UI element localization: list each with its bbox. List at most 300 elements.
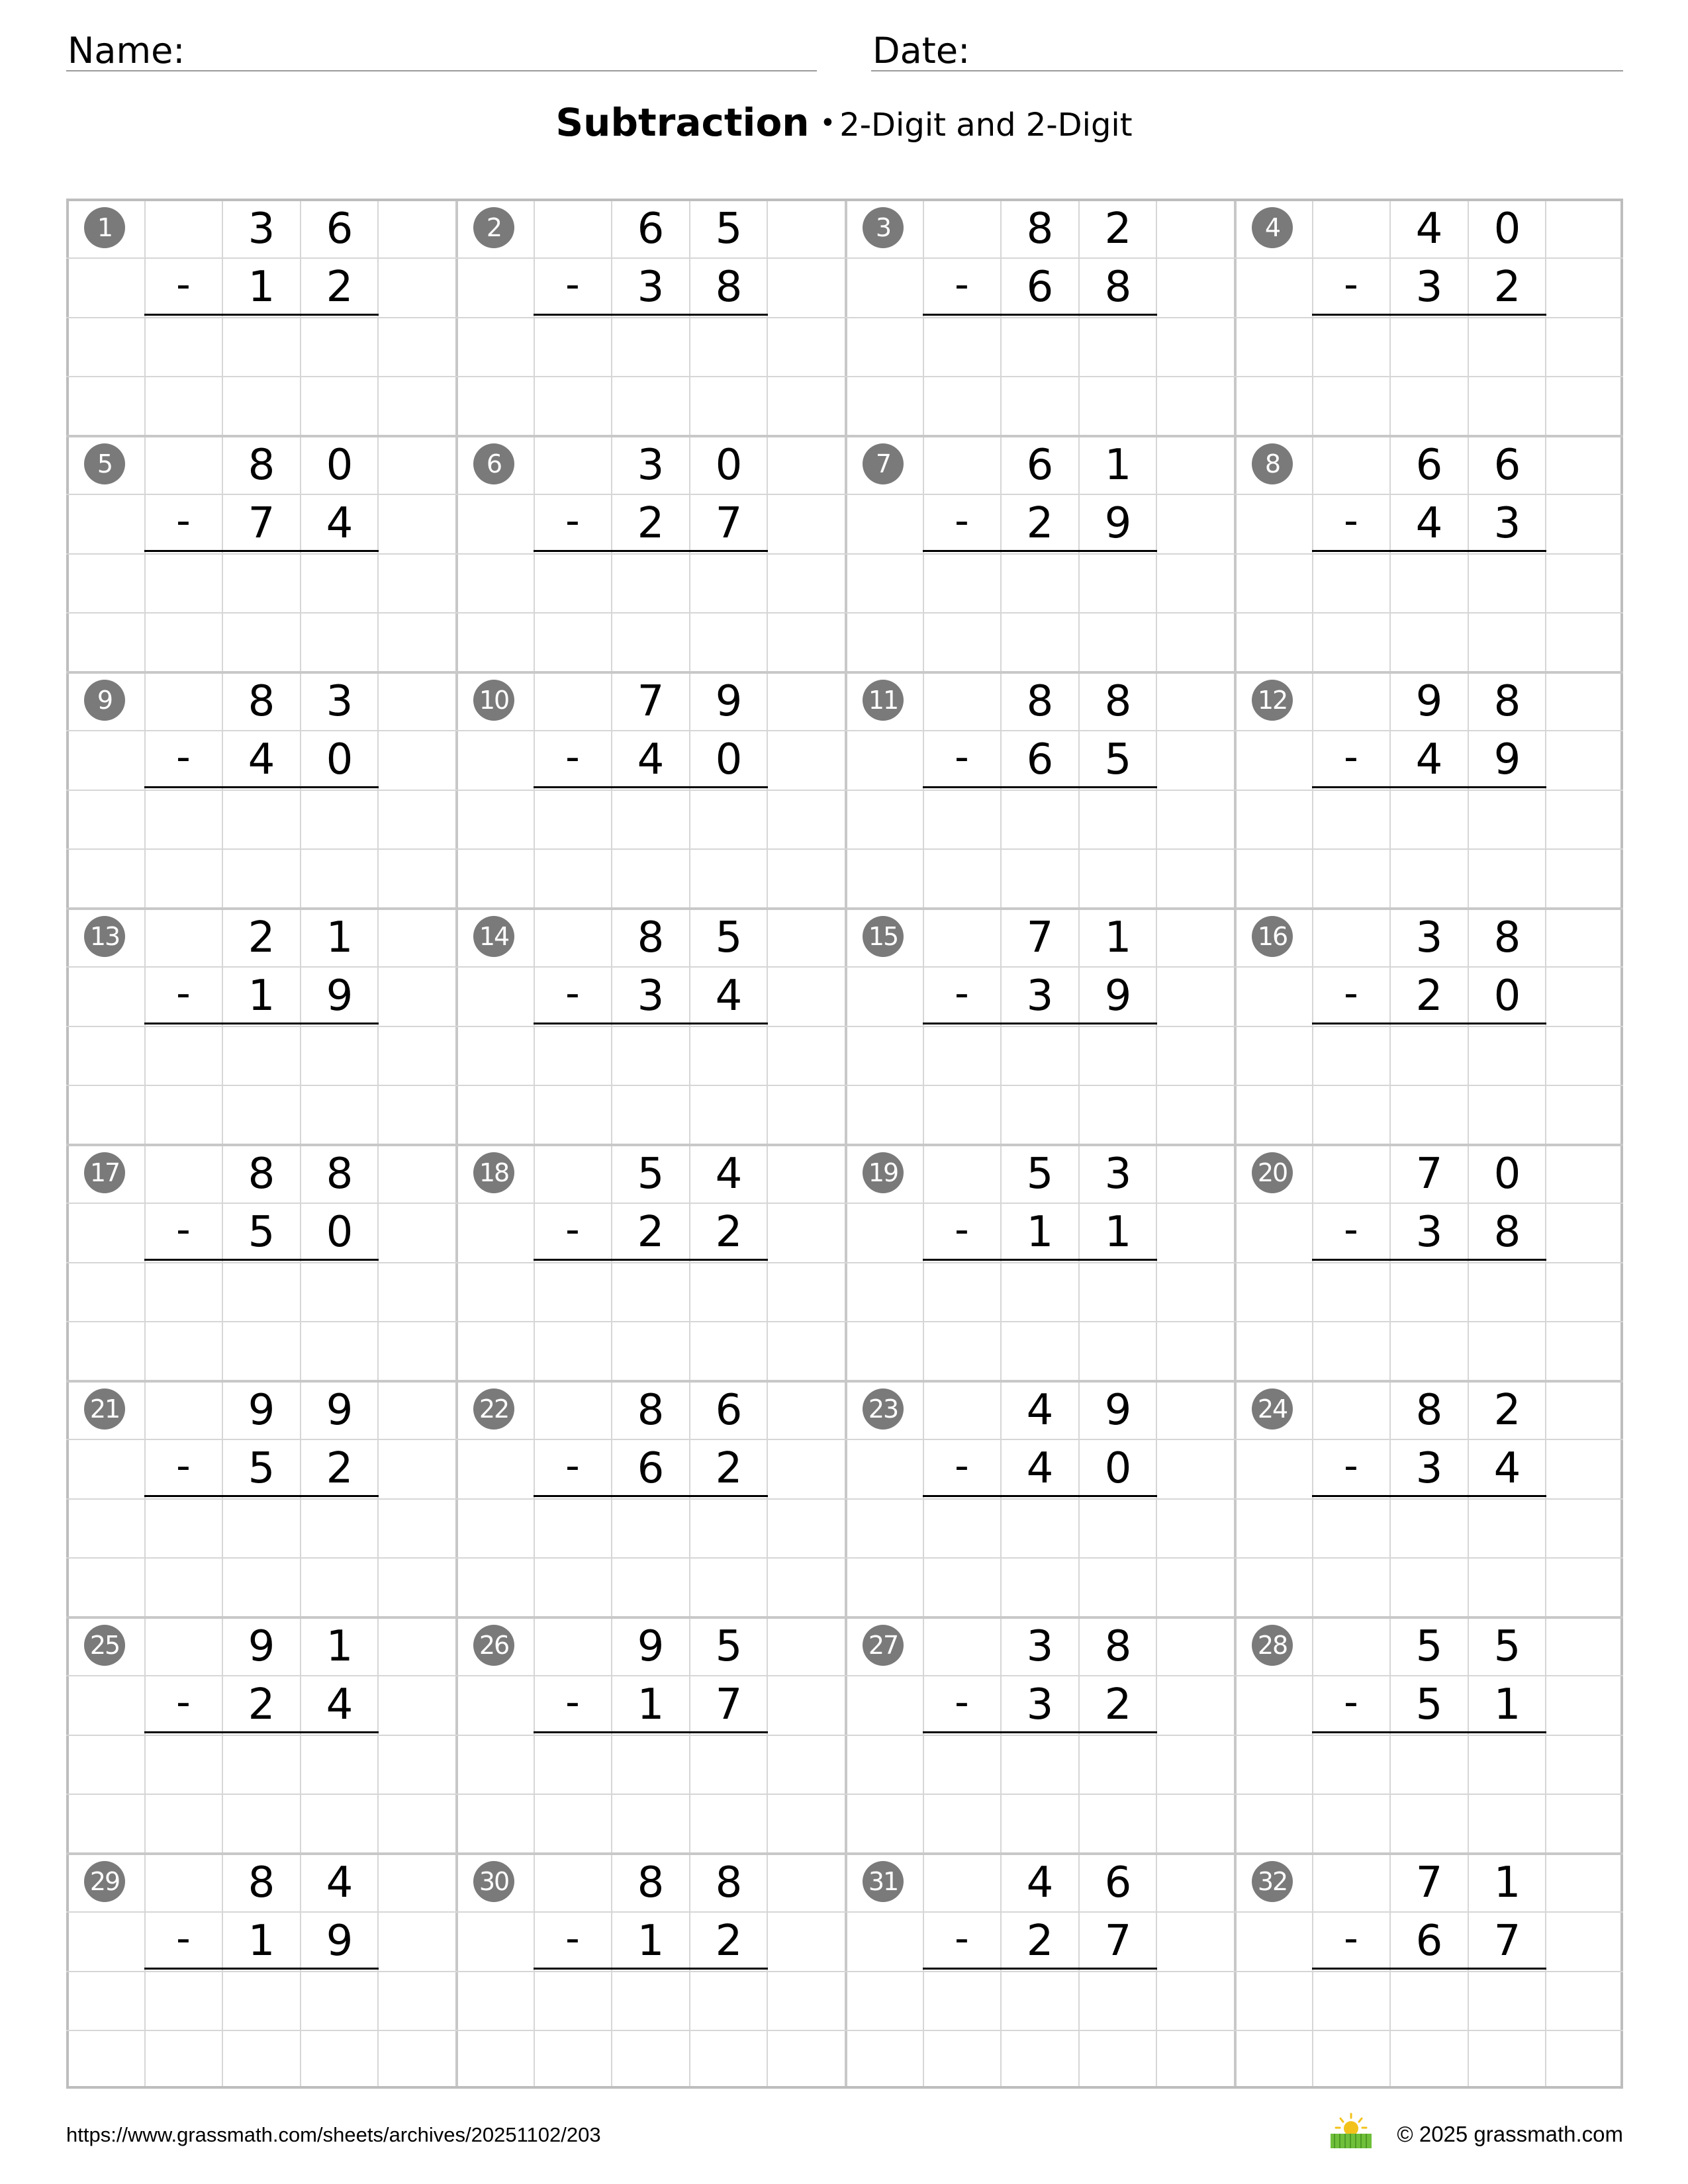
answer-area[interactable] bbox=[534, 1026, 768, 1139]
problem-number-badge: 29 bbox=[84, 1861, 125, 1902]
problem-item bbox=[1234, 907, 1623, 1144]
minus-sign: - bbox=[1344, 734, 1358, 780]
subtrahend-digit: 2 bbox=[637, 499, 665, 548]
problem-number-badge: 32 bbox=[1252, 1861, 1293, 1902]
subtrahend-digit: 9 bbox=[1493, 735, 1521, 784]
problem-number-badge: 9 bbox=[84, 680, 125, 721]
minuend-digit: 8 bbox=[1026, 677, 1054, 726]
answer-rule bbox=[144, 1968, 379, 1970]
subtrahend-digit: 3 bbox=[637, 972, 665, 1021]
subtrahend-digit: 9 bbox=[1104, 972, 1132, 1021]
minuend-digit: 9 bbox=[637, 1622, 665, 1671]
answer-area[interactable] bbox=[534, 1263, 768, 1375]
answer-area[interactable] bbox=[144, 1263, 379, 1375]
subtrahend-digit: 1 bbox=[248, 1917, 275, 1966]
problem-number-badge: 5 bbox=[84, 443, 125, 484]
problem-number-badge: 10 bbox=[473, 680, 514, 721]
minuend-digit: 5 bbox=[1415, 1622, 1443, 1671]
answer-area[interactable] bbox=[534, 554, 768, 666]
problem-item bbox=[66, 199, 455, 435]
minuend-digit: 5 bbox=[715, 205, 743, 253]
minus-sign: - bbox=[1344, 261, 1358, 308]
answer-area[interactable] bbox=[1312, 1263, 1546, 1375]
subtrahend-digit: 2 bbox=[326, 1444, 353, 1493]
minuend-digit: 5 bbox=[1026, 1150, 1054, 1199]
minuend-digit: 8 bbox=[1415, 1386, 1443, 1435]
problem-item bbox=[455, 907, 845, 1144]
problem-number-badge: 18 bbox=[473, 1152, 514, 1193]
answer-rule bbox=[1312, 786, 1546, 788]
minuend-digit: 5 bbox=[715, 913, 743, 962]
minus-sign: - bbox=[565, 734, 580, 780]
minuend-digit: 6 bbox=[1104, 1858, 1132, 1907]
problem-number-badge: 12 bbox=[1252, 680, 1293, 721]
subtrahend-digit: 3 bbox=[1493, 499, 1521, 548]
problem-item bbox=[845, 1380, 1234, 1616]
answer-rule bbox=[144, 1731, 379, 1733]
minuend-digit: 3 bbox=[1104, 1150, 1132, 1199]
minuend-digit: 6 bbox=[1493, 441, 1521, 490]
problem-number-badge: 17 bbox=[84, 1152, 125, 1193]
minuend-digit: 8 bbox=[637, 1858, 665, 1907]
answer-rule bbox=[1312, 1968, 1546, 1970]
subtrahend-digit: 4 bbox=[326, 499, 353, 548]
problem-number-badge: 14 bbox=[473, 916, 514, 957]
subtrahend-digit: 4 bbox=[1026, 1444, 1054, 1493]
minuend-digit: 4 bbox=[326, 1858, 353, 1907]
minuend-digit: 8 bbox=[248, 1150, 275, 1199]
minuend-digit: 9 bbox=[326, 1386, 353, 1435]
subtrahend-digit: 5 bbox=[1104, 735, 1132, 784]
minus-sign: - bbox=[565, 261, 580, 308]
answer-area[interactable] bbox=[1312, 318, 1546, 430]
problem-grid bbox=[66, 199, 1623, 2089]
minuend-digit: 3 bbox=[1026, 1622, 1054, 1671]
minuend-digit: 0 bbox=[326, 441, 353, 490]
subtrahend-digit: 4 bbox=[326, 1680, 353, 1729]
minuend-digit: 4 bbox=[715, 1150, 743, 1199]
subtrahend-digit: 1 bbox=[637, 1917, 665, 1966]
answer-rule bbox=[534, 786, 768, 788]
problem-number-badge: 13 bbox=[84, 916, 125, 957]
subtrahend-digit: 0 bbox=[326, 735, 353, 784]
minus-sign: - bbox=[565, 1679, 580, 1725]
minuend-digit: 1 bbox=[326, 1622, 353, 1671]
answer-area[interactable] bbox=[923, 1972, 1157, 2084]
subtrahend-digit: 5 bbox=[248, 1444, 275, 1493]
subtrahend-digit: 4 bbox=[1493, 1444, 1521, 1493]
problem-number-badge: 4 bbox=[1252, 207, 1293, 248]
answer-area[interactable] bbox=[534, 1972, 768, 2084]
problem-item bbox=[845, 671, 1234, 907]
problem-number-badge: 28 bbox=[1252, 1625, 1293, 1666]
subtrahend-digit: 2 bbox=[715, 1444, 743, 1493]
problem-number-badge: 7 bbox=[863, 443, 904, 484]
subtrahend-digit: 9 bbox=[326, 972, 353, 1021]
minuend-digit: 8 bbox=[1104, 1622, 1132, 1671]
subtrahend-digit: 4 bbox=[715, 972, 743, 1021]
subtrahend-digit: 6 bbox=[1415, 1917, 1443, 1966]
answer-area[interactable] bbox=[1312, 1735, 1546, 1848]
subtrahend-digit: 1 bbox=[248, 263, 275, 312]
minuend-digit: 8 bbox=[1493, 677, 1521, 726]
minus-sign: - bbox=[176, 1915, 191, 1962]
problem-item bbox=[455, 1852, 845, 2089]
subtrahend-digit: 4 bbox=[248, 735, 275, 784]
subtrahend-digit: 9 bbox=[1104, 499, 1132, 548]
answer-rule bbox=[144, 1495, 379, 1497]
problem-number-badge: 16 bbox=[1252, 916, 1293, 957]
answer-area[interactable] bbox=[923, 790, 1157, 903]
name-field[interactable] bbox=[66, 25, 817, 71]
problem-number-badge: 11 bbox=[863, 680, 904, 721]
answer-area[interactable] bbox=[923, 1026, 1157, 1139]
minuend-digit: 6 bbox=[326, 205, 353, 253]
minuend-digit: 3 bbox=[1415, 913, 1443, 962]
subtrahend-digit: 1 bbox=[1104, 1208, 1132, 1257]
problem-item bbox=[1234, 1616, 1623, 1852]
problem-number-badge: 24 bbox=[1252, 1388, 1293, 1430]
answer-area[interactable] bbox=[144, 790, 379, 903]
title-separator: • bbox=[820, 108, 836, 138]
subtrahend-digit: 3 bbox=[1415, 1444, 1443, 1493]
problem-number-badge: 19 bbox=[863, 1152, 904, 1193]
problem-number-badge: 15 bbox=[863, 916, 904, 957]
problem-item bbox=[1234, 671, 1623, 907]
minuend-digit: 8 bbox=[1026, 205, 1054, 253]
minuend-digit: 1 bbox=[1104, 441, 1132, 490]
answer-area[interactable] bbox=[923, 1499, 1157, 1612]
subtrahend-digit: 2 bbox=[1026, 499, 1054, 548]
minuend-digit: 3 bbox=[637, 441, 665, 490]
minus-sign: - bbox=[176, 734, 191, 780]
answer-rule bbox=[1312, 1731, 1546, 1733]
minuend-digit: 0 bbox=[715, 441, 743, 490]
problem-number-badge: 26 bbox=[473, 1625, 514, 1666]
answer-rule bbox=[144, 786, 379, 788]
subtrahend-digit: 2 bbox=[715, 1917, 743, 1966]
minuend-digit: 8 bbox=[1104, 677, 1132, 726]
minuend-digit: 8 bbox=[637, 913, 665, 962]
minus-sign: - bbox=[1344, 1915, 1358, 1962]
minuend-digit: 8 bbox=[1493, 913, 1521, 962]
subtrahend-digit: 7 bbox=[715, 499, 743, 548]
subtrahend-digit: 2 bbox=[326, 263, 353, 312]
problem-item bbox=[455, 1380, 845, 1616]
problem-item bbox=[1234, 1852, 1623, 2089]
problem-number-badge: 27 bbox=[863, 1625, 904, 1666]
problem-item bbox=[1234, 435, 1623, 671]
minus-sign: - bbox=[176, 1679, 191, 1725]
minuend-digit: 7 bbox=[637, 677, 665, 726]
subtrahend-digit: 8 bbox=[1104, 263, 1132, 312]
subtrahend-digit: 2 bbox=[1104, 1680, 1132, 1729]
answer-rule bbox=[534, 1968, 768, 1970]
minuend-digit: 5 bbox=[715, 1622, 743, 1671]
problem-number-badge: 3 bbox=[863, 207, 904, 248]
answer-area[interactable] bbox=[534, 790, 768, 903]
answer-area[interactable] bbox=[923, 554, 1157, 666]
footer-url: https://www.grassmath.com/sheets/archives/20251102/203 bbox=[66, 2123, 601, 2146]
answer-rule bbox=[534, 1731, 768, 1733]
answer-area[interactable] bbox=[1312, 1499, 1546, 1612]
minus-sign: - bbox=[176, 498, 191, 544]
minuend-digit: 6 bbox=[1415, 441, 1443, 490]
minus-sign: - bbox=[955, 734, 969, 780]
subtrahend-digit: 8 bbox=[1493, 1208, 1521, 1257]
subtrahend-digit: 3 bbox=[1415, 263, 1443, 312]
problem-item bbox=[455, 1616, 845, 1852]
minus-sign: - bbox=[955, 498, 969, 544]
answer-area[interactable] bbox=[144, 1972, 379, 2084]
minus-sign: - bbox=[176, 1443, 191, 1489]
subtrahend-digit: 3 bbox=[1415, 1208, 1443, 1257]
subtrahend-digit: 7 bbox=[1493, 1917, 1521, 1966]
minuend-digit: 6 bbox=[637, 205, 665, 253]
minuend-digit: 5 bbox=[637, 1150, 665, 1199]
minuend-digit: 4 bbox=[1026, 1858, 1054, 1907]
subtrahend-digit: 4 bbox=[637, 735, 665, 784]
minus-sign: - bbox=[955, 261, 969, 308]
minuend-digit: 8 bbox=[248, 677, 275, 726]
minus-sign: - bbox=[1344, 1443, 1358, 1489]
minus-sign: - bbox=[565, 1443, 580, 1489]
problem-item bbox=[66, 435, 455, 671]
answer-rule bbox=[534, 1259, 768, 1261]
answer-area[interactable] bbox=[1312, 1972, 1546, 2084]
answer-rule bbox=[923, 1968, 1157, 1970]
minuend-digit: 2 bbox=[1493, 1386, 1521, 1435]
minuend-digit: 7 bbox=[1026, 913, 1054, 962]
answer-rule bbox=[1312, 550, 1546, 552]
subtrahend-digit: 5 bbox=[248, 1208, 275, 1257]
answer-rule bbox=[1312, 1023, 1546, 1024]
subtrahend-digit: 0 bbox=[715, 735, 743, 784]
problem-number-badge: 2 bbox=[473, 207, 514, 248]
minuend-digit: 3 bbox=[248, 205, 275, 253]
problem-item bbox=[66, 671, 455, 907]
answer-rule bbox=[923, 786, 1157, 788]
problem-item bbox=[66, 1616, 455, 1852]
minuend-digit: 2 bbox=[248, 913, 275, 962]
minus-sign: - bbox=[1344, 498, 1358, 544]
problem-item bbox=[1234, 199, 1623, 435]
minuend-digit: 1 bbox=[1493, 1858, 1521, 1907]
minuend-digit: 0 bbox=[1493, 205, 1521, 253]
title-subtitle: 2-Digit and 2-Digit bbox=[839, 107, 1133, 144]
answer-rule bbox=[1312, 1495, 1546, 1497]
minuend-digit: 8 bbox=[637, 1386, 665, 1435]
subtrahend-digit: 1 bbox=[1026, 1208, 1054, 1257]
problem-item bbox=[66, 1852, 455, 2089]
title-main: Subtraction bbox=[555, 100, 810, 145]
problem-number-badge: 30 bbox=[473, 1861, 514, 1902]
minuend-digit: 6 bbox=[1026, 441, 1054, 490]
minuend-digit: 8 bbox=[326, 1150, 353, 1199]
grass-sun-logo-icon bbox=[1328, 2111, 1374, 2150]
minuend-digit: 7 bbox=[1415, 1858, 1443, 1907]
minuend-digit: 5 bbox=[1493, 1622, 1521, 1671]
problem-item bbox=[845, 435, 1234, 671]
minuend-digit: 7 bbox=[1415, 1150, 1443, 1199]
answer-rule bbox=[923, 314, 1157, 316]
minuend-digit: 0 bbox=[1493, 1150, 1521, 1199]
problem-item bbox=[455, 435, 845, 671]
answer-area[interactable] bbox=[144, 554, 379, 666]
subtrahend-digit: 3 bbox=[637, 263, 665, 312]
minuend-digit: 6 bbox=[715, 1386, 743, 1435]
problem-item bbox=[455, 671, 845, 907]
problem-number-badge: 31 bbox=[863, 1861, 904, 1902]
answer-rule bbox=[144, 1259, 379, 1261]
minus-sign: - bbox=[565, 498, 580, 544]
subtrahend-digit: 2 bbox=[1026, 1917, 1054, 1966]
problem-item bbox=[66, 1380, 455, 1616]
subtrahend-digit: 6 bbox=[1026, 735, 1054, 784]
problem-number-badge: 8 bbox=[1252, 443, 1293, 484]
subtrahend-digit: 1 bbox=[1493, 1680, 1521, 1729]
minus-sign: - bbox=[955, 1915, 969, 1962]
minus-sign: - bbox=[955, 970, 969, 1017]
subtrahend-digit: 2 bbox=[1415, 972, 1443, 1021]
minuend-digit: 2 bbox=[1104, 205, 1132, 253]
subtrahend-digit: 0 bbox=[1104, 1444, 1132, 1493]
subtrahend-digit: 7 bbox=[248, 499, 275, 548]
subtrahend-digit: 8 bbox=[715, 263, 743, 312]
answer-area[interactable] bbox=[144, 1735, 379, 1848]
answer-rule bbox=[144, 314, 379, 316]
subtrahend-digit: 2 bbox=[1493, 263, 1521, 312]
problem-item bbox=[845, 907, 1234, 1144]
answer-rule bbox=[534, 550, 768, 552]
problem-item bbox=[66, 907, 455, 1144]
problem-item bbox=[845, 199, 1234, 435]
minus-sign: - bbox=[176, 261, 191, 308]
answer-area[interactable] bbox=[1312, 554, 1546, 666]
subtrahend-digit: 1 bbox=[637, 1680, 665, 1729]
minuend-digit: 8 bbox=[248, 441, 275, 490]
date-field[interactable] bbox=[871, 25, 1623, 71]
problem-item bbox=[845, 1144, 1234, 1380]
subtrahend-digit: 3 bbox=[1026, 972, 1054, 1021]
minuend-digit: 3 bbox=[326, 677, 353, 726]
minuend-digit: 9 bbox=[1104, 1386, 1132, 1435]
minus-sign: - bbox=[955, 1443, 969, 1489]
minus-sign: - bbox=[1344, 1679, 1358, 1725]
answer-area[interactable] bbox=[534, 1499, 768, 1612]
problem-number-badge: 21 bbox=[84, 1388, 125, 1430]
problem-item bbox=[845, 1852, 1234, 2089]
problem-number-badge: 1 bbox=[84, 207, 125, 248]
minus-sign: - bbox=[955, 1679, 969, 1725]
answer-area[interactable] bbox=[534, 318, 768, 430]
answer-rule bbox=[534, 314, 768, 316]
name-label: Name: bbox=[68, 30, 185, 71]
minus-sign: - bbox=[176, 970, 191, 1017]
minuend-digit: 9 bbox=[248, 1622, 275, 1671]
minus-sign: - bbox=[176, 1206, 191, 1253]
subtrahend-digit: 6 bbox=[1026, 263, 1054, 312]
answer-rule bbox=[534, 1023, 768, 1024]
answer-rule bbox=[144, 1023, 379, 1024]
problem-number-badge: 23 bbox=[863, 1388, 904, 1430]
worksheet-title bbox=[0, 100, 1688, 145]
date-label: Date: bbox=[872, 30, 970, 71]
answer-area[interactable] bbox=[144, 318, 379, 430]
minus-sign: - bbox=[1344, 970, 1358, 1017]
minuend-digit: 8 bbox=[715, 1858, 743, 1907]
minus-sign: - bbox=[565, 1206, 580, 1253]
subtrahend-digit: 0 bbox=[1493, 972, 1521, 1021]
subtrahend-digit: 4 bbox=[1415, 499, 1443, 548]
subtrahend-digit: 6 bbox=[637, 1444, 665, 1493]
answer-area[interactable] bbox=[923, 1263, 1157, 1375]
answer-rule bbox=[923, 1495, 1157, 1497]
subtrahend-digit: 4 bbox=[1415, 735, 1443, 784]
minuend-digit: 4 bbox=[1415, 205, 1443, 253]
answer-area[interactable] bbox=[923, 318, 1157, 430]
problem-number-badge: 25 bbox=[84, 1625, 125, 1666]
minuend-digit: 4 bbox=[1026, 1386, 1054, 1435]
minus-sign: - bbox=[955, 1206, 969, 1253]
problem-number-badge: 6 bbox=[473, 443, 514, 484]
minuend-digit: 1 bbox=[326, 913, 353, 962]
answer-rule bbox=[1312, 1259, 1546, 1261]
subtrahend-digit: 3 bbox=[1026, 1680, 1054, 1729]
answer-rule bbox=[923, 1731, 1157, 1733]
answer-area[interactable] bbox=[923, 1735, 1157, 1848]
answer-area[interactable] bbox=[534, 1735, 768, 1848]
minuend-digit: 9 bbox=[1415, 677, 1443, 726]
subtrahend-digit: 2 bbox=[715, 1208, 743, 1257]
answer-rule bbox=[534, 1495, 768, 1497]
problem-number-badge: 20 bbox=[1252, 1152, 1293, 1193]
subtrahend-digit: 2 bbox=[637, 1208, 665, 1257]
answer-rule bbox=[144, 550, 379, 552]
subtrahend-digit: 1 bbox=[248, 972, 275, 1021]
problem-item bbox=[66, 1144, 455, 1380]
minuend-digit: 9 bbox=[248, 1386, 275, 1435]
minus-sign: - bbox=[565, 970, 580, 1017]
footer-copyright: © 2025 grassmath.com bbox=[1397, 2122, 1623, 2146]
answer-rule bbox=[1312, 314, 1546, 316]
subtrahend-digit: 0 bbox=[326, 1208, 353, 1257]
problem-item bbox=[455, 1144, 845, 1380]
minuend-digit: 8 bbox=[248, 1858, 275, 1907]
problem-item bbox=[845, 1616, 1234, 1852]
subtrahend-digit: 5 bbox=[1415, 1680, 1443, 1729]
minuend-digit: 1 bbox=[1104, 913, 1132, 962]
subtrahend-digit: 9 bbox=[326, 1917, 353, 1966]
minus-sign: - bbox=[565, 1915, 580, 1962]
minuend-digit: 9 bbox=[715, 677, 743, 726]
answer-rule bbox=[923, 1023, 1157, 1024]
answer-area[interactable] bbox=[1312, 790, 1546, 903]
subtrahend-digit: 7 bbox=[1104, 1917, 1132, 1966]
subtrahend-digit: 7 bbox=[715, 1680, 743, 1729]
answer-rule bbox=[923, 550, 1157, 552]
subtrahend-digit: 2 bbox=[248, 1680, 275, 1729]
minus-sign: - bbox=[1344, 1206, 1358, 1253]
answer-rule bbox=[923, 1259, 1157, 1261]
problem-item bbox=[1234, 1144, 1623, 1380]
answer-area[interactable] bbox=[1312, 1026, 1546, 1139]
answer-area[interactable] bbox=[144, 1499, 379, 1612]
problem-number-badge: 22 bbox=[473, 1388, 514, 1430]
problem-item bbox=[455, 199, 845, 435]
answer-area[interactable] bbox=[144, 1026, 379, 1139]
problem-item bbox=[1234, 1380, 1623, 1616]
